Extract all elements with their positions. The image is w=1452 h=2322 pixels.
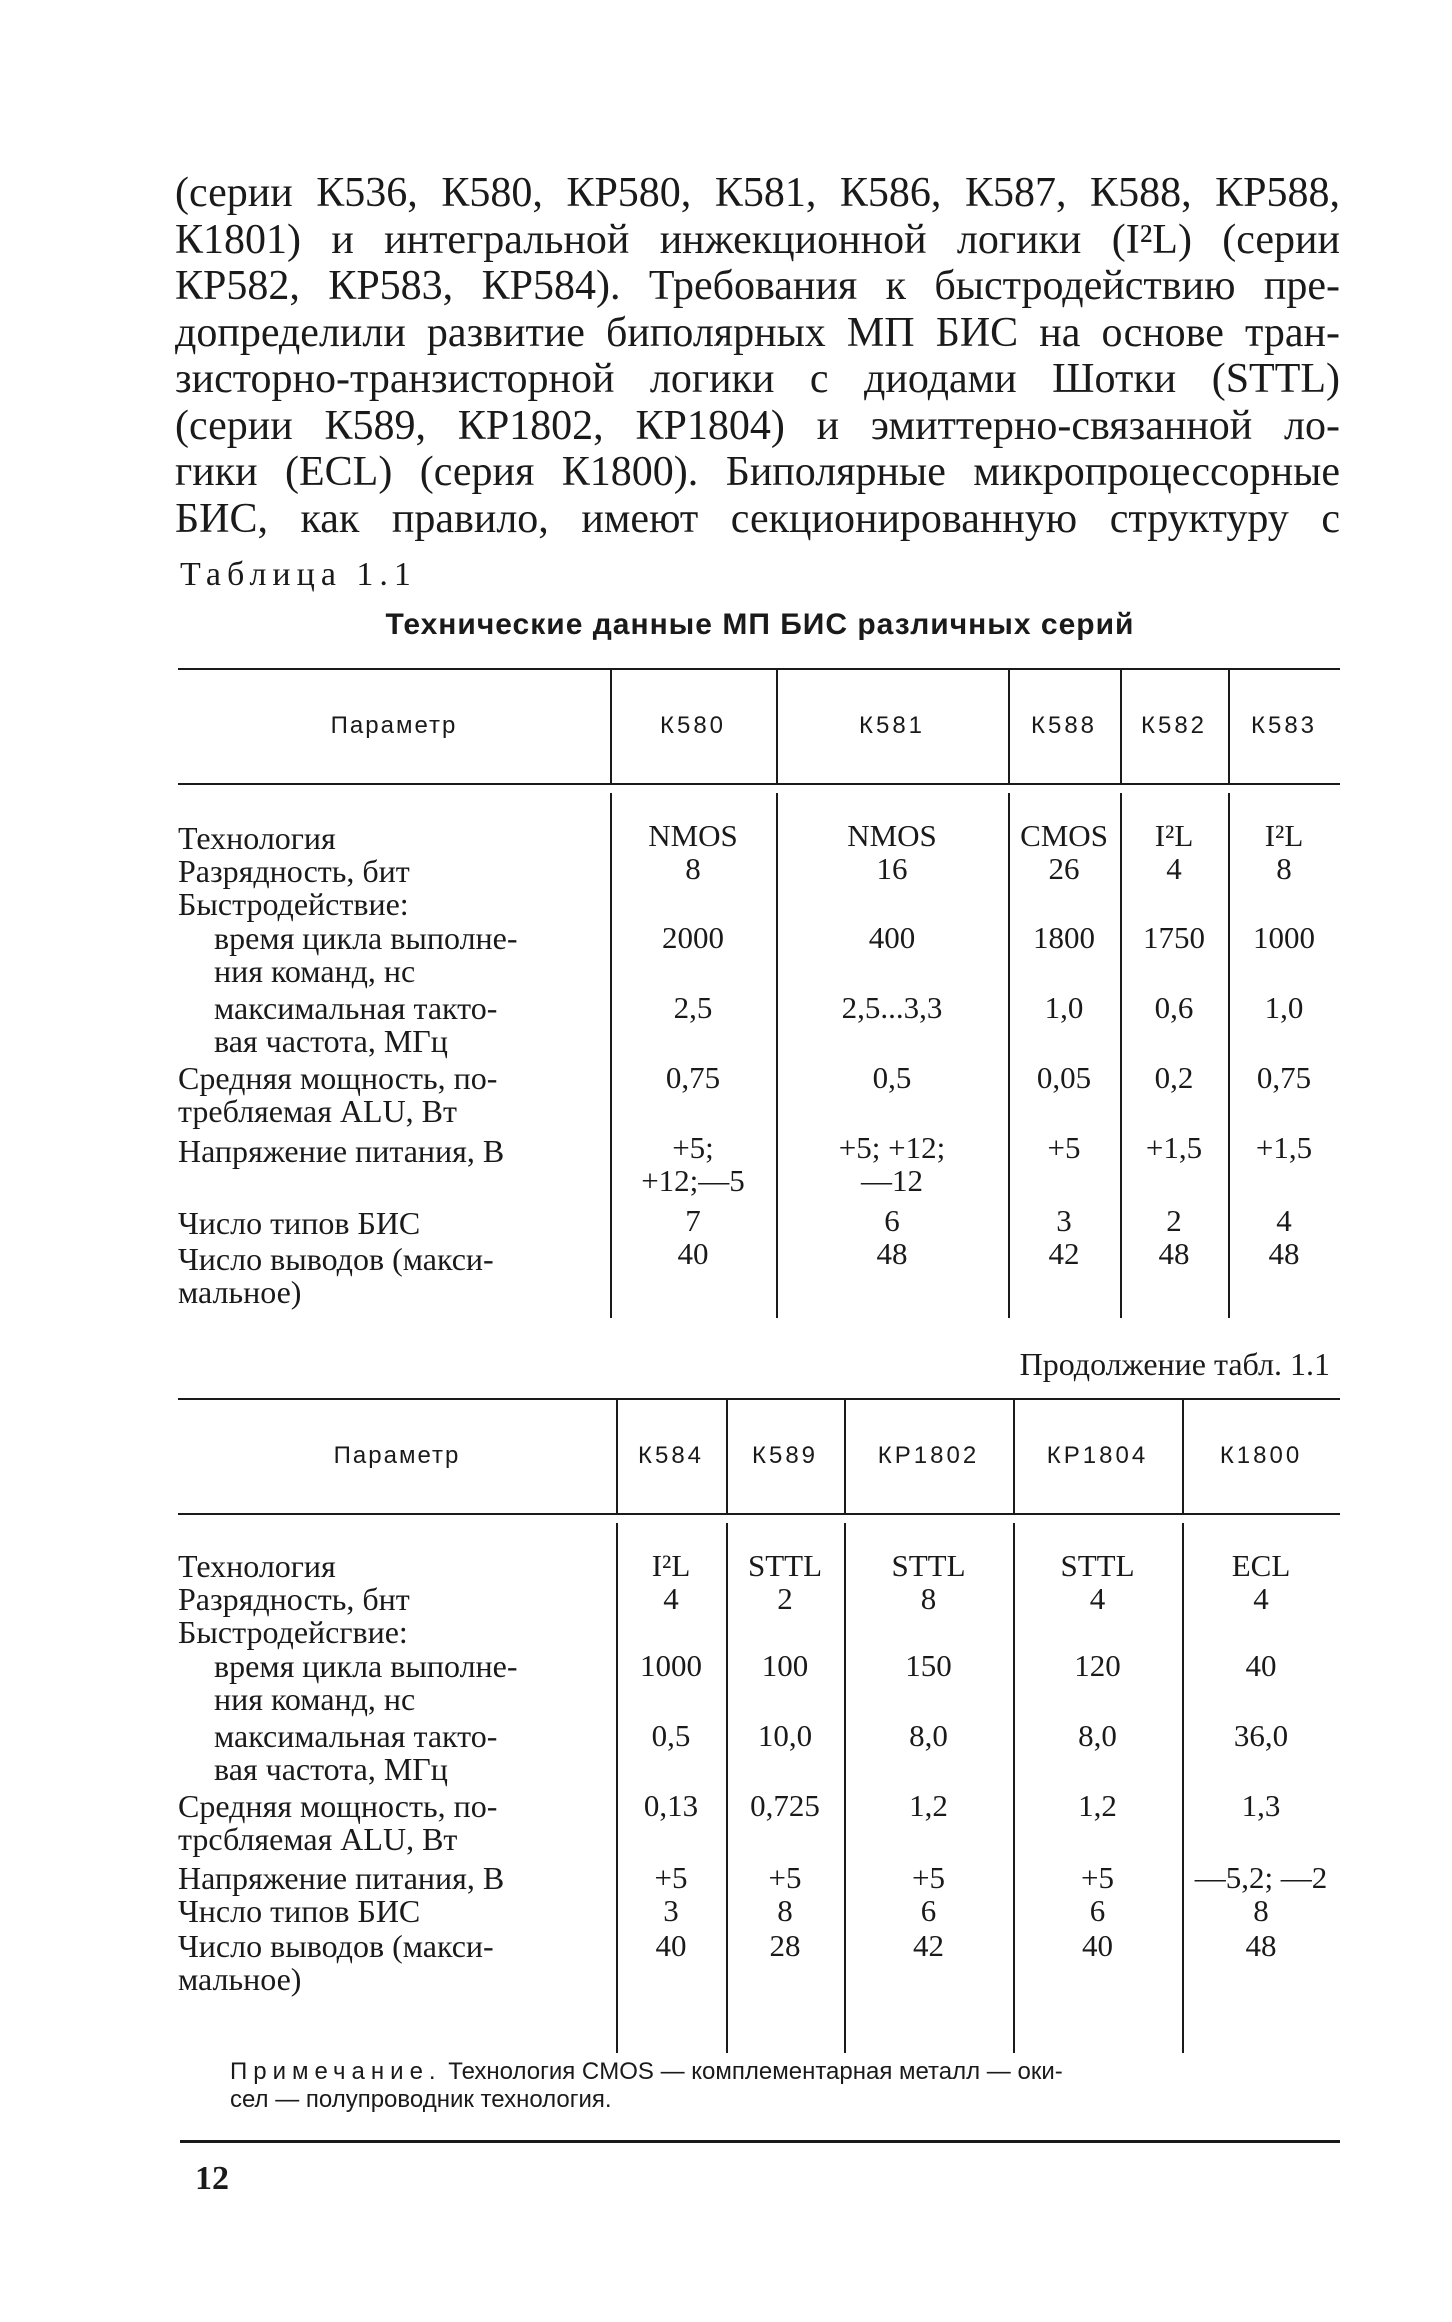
- param-label: вая частота, МГц: [214, 1751, 448, 1787]
- data-cell: STTL: [747, 1548, 823, 1583]
- continuation-title: Продолжение табл. 1.1: [1019, 1346, 1330, 1382]
- header-bottom-rule: [178, 783, 1340, 785]
- param-label: Число типов БИС: [178, 1205, 421, 1241]
- data-cell: +5;: [672, 1130, 714, 1165]
- param-label: время цикла выполне-: [214, 920, 518, 956]
- data-cell: 7: [685, 1203, 701, 1238]
- data-cell: 8: [685, 851, 701, 886]
- table-note: [230, 2058, 1340, 2114]
- data-cell: +1,5: [1255, 1130, 1313, 1165]
- data-cell: STTL: [1060, 1548, 1135, 1583]
- bottom-rule: [180, 2140, 1340, 2143]
- data-cell: +5: [654, 1860, 688, 1895]
- param-label: Разрядность, бнт: [178, 1581, 410, 1617]
- param-label: Разрядность, бит: [178, 853, 410, 889]
- data-cell: —12: [861, 1163, 923, 1198]
- param-label: максимальная такто-: [214, 1718, 498, 1754]
- data-cell: 42: [913, 1928, 944, 1963]
- data-cell: 8: [920, 1581, 937, 1616]
- data-cell: 4: [1089, 1581, 1106, 1616]
- data-cell: I²L: [1154, 818, 1194, 853]
- data-cell: 8: [777, 1893, 793, 1928]
- data-cell: 1,0: [1264, 990, 1304, 1025]
- data-cell: 2000: [662, 920, 724, 955]
- param-label: время цикла выполне-: [214, 1648, 518, 1684]
- paragraph-line: КР582, КР583, КР584). Требования к быстродействию пре-: [175, 263, 1340, 309]
- data-cell: 0,5: [872, 1060, 912, 1095]
- data-cell: 48: [1158, 1236, 1190, 1271]
- table-top-rule: [178, 668, 1340, 670]
- data-cell: 3: [1056, 1203, 1072, 1238]
- data-cell: 2: [777, 1581, 793, 1616]
- data-cell: 0,75: [665, 1060, 721, 1095]
- param-label: Средняя мощность, по-: [178, 1060, 498, 1096]
- data-cell: NMOS: [648, 818, 738, 853]
- data-cell: 4: [1276, 1203, 1292, 1238]
- data-cell: 48: [1268, 1236, 1300, 1271]
- paragraph-line: (серии К536, К580, КР580, К581, К586, К587, К588, КР588,: [175, 170, 1340, 216]
- paragraph-line: К1801) и интегральной инжекционной логики (I²L) (серии: [175, 216, 1340, 263]
- data-cell: 8: [1253, 1893, 1269, 1928]
- data-cell: 40: [655, 1928, 687, 1963]
- param-label: мальное): [178, 1961, 302, 1997]
- param-label: максимальная такто-: [214, 990, 498, 1026]
- data-cell: 1000: [640, 1648, 702, 1683]
- column-header: К588: [1030, 711, 1098, 739]
- data-cell: 0,75: [1256, 1060, 1312, 1095]
- data-cell: 8,0: [1078, 1718, 1117, 1753]
- param-label: мальное): [178, 1274, 302, 1310]
- data-cell: 8: [1276, 851, 1292, 886]
- data-cell: +5: [1047, 1130, 1081, 1165]
- data-cell: +12;—5: [641, 1163, 745, 1198]
- data-cell: +1,5: [1145, 1130, 1203, 1165]
- column-header: К584: [637, 1441, 705, 1469]
- param-label: Технология: [178, 1548, 336, 1584]
- data-cell: 100: [761, 1648, 809, 1683]
- data-cell: —5,2; —2: [1194, 1860, 1328, 1895]
- data-cell: 4: [1166, 851, 1182, 886]
- table-title: Технические данные МП БИС различных серий: [385, 608, 1135, 641]
- param-label: Быстродейсгвие:: [178, 1614, 408, 1650]
- data-cell: 0,6: [1154, 990, 1194, 1025]
- data-cell: 26: [1048, 851, 1080, 886]
- data-cell: 6: [884, 1203, 900, 1238]
- paragraph-line: гики (ECL) (серия К1800). Биполярные микропроцессорные: [175, 449, 1340, 495]
- data-cell: 40: [677, 1236, 709, 1271]
- data-cell: I²L: [651, 1548, 691, 1583]
- data-cell: 1800: [1033, 920, 1095, 955]
- param-label: Быстродействие:: [178, 886, 409, 922]
- table-top-rule: [178, 1398, 1340, 1400]
- data-cell: I²L: [1264, 818, 1304, 853]
- data-cell: CMOS: [1020, 818, 1108, 853]
- data-cell: 48: [1245, 1928, 1277, 1963]
- body-paragraph: [175, 170, 1340, 542]
- column-header: К580: [659, 711, 727, 739]
- param-label: Чнсло типов БИС: [178, 1893, 421, 1929]
- param-label: Средняя мощность, по-: [178, 1788, 498, 1824]
- data-cell: +5: [768, 1860, 802, 1895]
- note-text-line2: сел — полупроводник технология.: [230, 2086, 612, 2113]
- param-label: трсбляемая ALU, Вт: [178, 1821, 458, 1857]
- data-cell: 4: [1253, 1581, 1269, 1616]
- data-cell: ECL: [1231, 1548, 1291, 1583]
- data-cell: 120: [1074, 1648, 1121, 1683]
- data-cell: 1750: [1143, 920, 1205, 955]
- column-header: КР1802: [877, 1441, 980, 1469]
- data-cell: 40: [1082, 1928, 1113, 1963]
- data-cell: 48: [876, 1236, 908, 1271]
- data-cell: +5; +12;: [838, 1130, 946, 1165]
- data-cell: 1000: [1253, 920, 1315, 955]
- data-cell: 8,0: [909, 1718, 948, 1753]
- param-label: Напряжение питания, В: [178, 1860, 505, 1896]
- param-header: Параметр: [333, 1441, 461, 1469]
- param-label: ния команд, нс: [214, 1681, 416, 1717]
- column-header: К582: [1140, 711, 1208, 739]
- note-label: Примечание.: [230, 2058, 442, 2085]
- data-cell: 0,2: [1154, 1060, 1194, 1095]
- table-label: Таблица 1.1: [180, 556, 417, 593]
- spec-table-1: [178, 668, 1340, 1318]
- data-cell: 1,0: [1044, 990, 1084, 1025]
- data-cell: 6: [920, 1893, 937, 1928]
- data-cell: 6: [1089, 1893, 1106, 1928]
- note-text-line1: Технология CMOS — комплементарная металл — оки-: [448, 2058, 1063, 2085]
- param-label: требляемая ALU, Вт: [178, 1093, 457, 1129]
- data-cell: 0,725: [750, 1788, 820, 1823]
- data-cell: +5: [1081, 1860, 1114, 1895]
- column-header: К583: [1250, 711, 1318, 739]
- data-cell: 4: [663, 1581, 679, 1616]
- paragraph-line: БИС, как правило, имеют секционированную структуру с: [175, 495, 1340, 542]
- data-cell: 42: [1048, 1236, 1080, 1271]
- data-cell: 36,0: [1233, 1718, 1289, 1753]
- data-cell: 150: [905, 1648, 952, 1683]
- column-header: К1800: [1219, 1441, 1303, 1469]
- param-label: Число выводов (макси-: [178, 1241, 494, 1277]
- data-cell: 0,05: [1036, 1060, 1092, 1095]
- param-label: вая частота, МГц: [214, 1023, 448, 1059]
- column-header: К581: [858, 711, 926, 739]
- paragraph-line: (серии К589, КР1802, КР1804) и эмиттерно-связанной ло-: [175, 402, 1340, 449]
- data-cell: 0,13: [643, 1788, 699, 1823]
- data-cell: 400: [868, 920, 916, 955]
- data-cell: 40: [1245, 1648, 1277, 1683]
- param-label: Технология: [178, 820, 336, 856]
- data-cell: 2: [1166, 1203, 1182, 1238]
- data-cell: 10,0: [757, 1718, 813, 1753]
- param-header: Параметр: [330, 711, 458, 739]
- page-number: 12: [195, 2160, 229, 2197]
- param-label: ния команд, нс: [214, 953, 416, 989]
- param-label: Напряжение питания, В: [178, 1133, 505, 1169]
- data-cell: +5: [912, 1860, 945, 1895]
- data-cell: 2,5...3,3: [841, 990, 943, 1025]
- header-bottom-rule: [178, 1513, 1340, 1515]
- data-cell: STTL: [891, 1548, 966, 1583]
- column-header: К589: [751, 1441, 819, 1469]
- paragraph-line: допределили развитие биполярных МП БИС на основе тран-: [175, 309, 1340, 356]
- column-header: КР1804: [1046, 1441, 1149, 1469]
- data-cell: 1,2: [1078, 1788, 1117, 1823]
- data-cell: 3: [663, 1893, 679, 1928]
- data-cell: NMOS: [847, 818, 937, 853]
- param-label: Число выводов (макси-: [178, 1928, 494, 1964]
- data-cell: 1,3: [1241, 1788, 1281, 1823]
- data-cell: 16: [876, 851, 908, 886]
- data-cell: 2,5: [673, 990, 713, 1025]
- data-cell: 0,5: [651, 1718, 691, 1753]
- data-cell: 28: [769, 1928, 801, 1963]
- data-cell: 1,2: [909, 1788, 948, 1823]
- paragraph-line: зисторно-транзисторной логики с диодами Шотки (STTL): [175, 356, 1340, 402]
- spec-table-2: [178, 1398, 1340, 2048]
